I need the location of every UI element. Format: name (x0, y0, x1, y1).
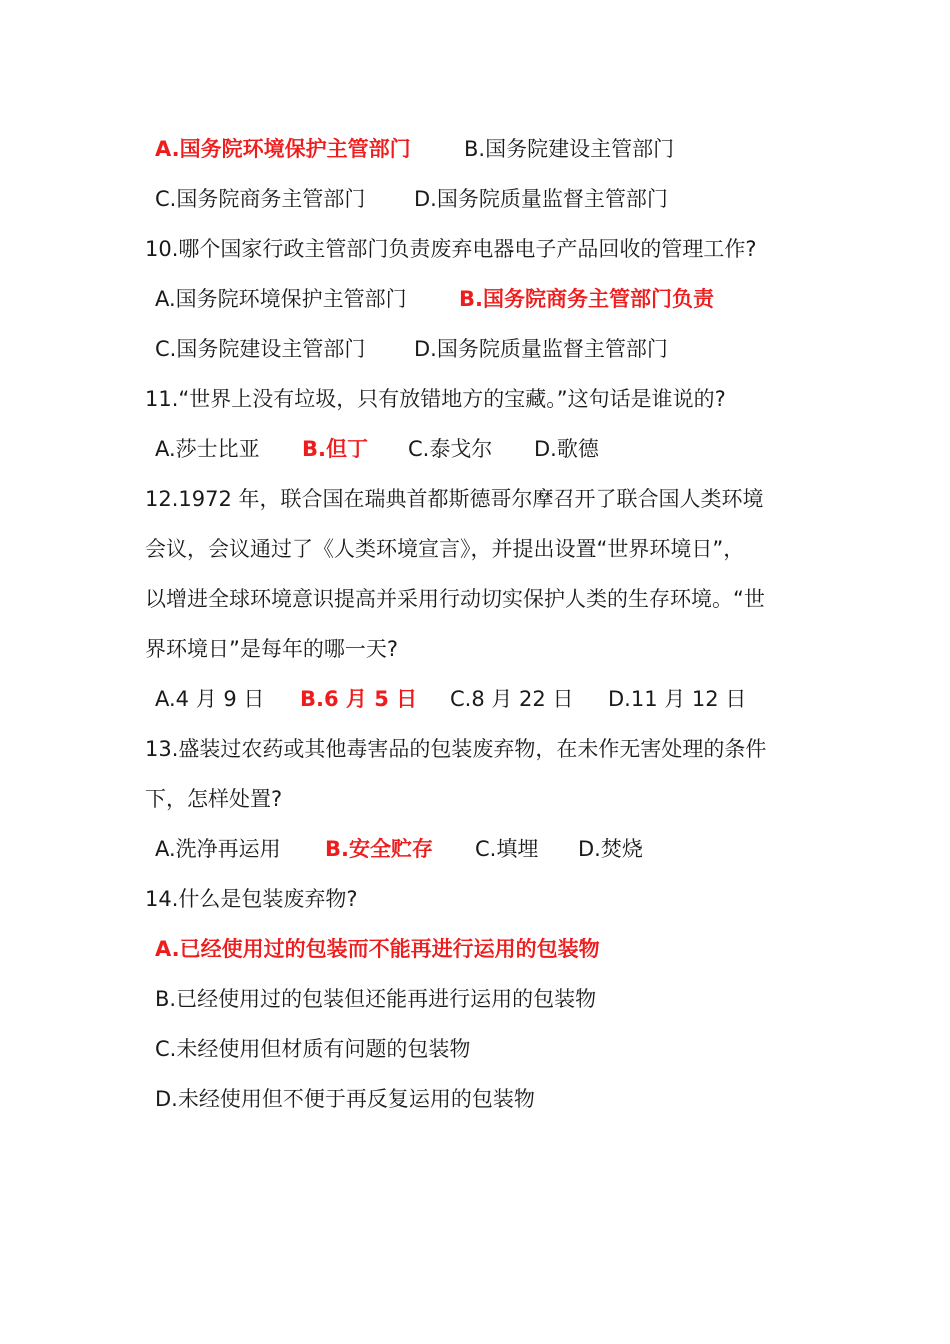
q12-option-b-answer: B.6 月 5 日 (300, 687, 418, 711)
q14-option-a-answer: A.已经使用过的包装而不能再进行运用的包装物 (155, 937, 600, 961)
q11-option-b-answer: B.但丁 (302, 437, 368, 461)
q14-question: 14.什么是包装废弃物? (145, 887, 358, 911)
q12-question-line-1: 12.1972 年，联合国在瑞典首都斯德哥尔摩召开了联合国人类环境 (145, 487, 764, 511)
q11-option-d: D.歌德 (534, 437, 599, 461)
q12-question-line-3: 以增进全球环境意识提高并采用行动切实保护人类的生存环境。“世 (145, 587, 765, 611)
q12-option-c: C.8 月 22 日 (450, 687, 574, 711)
q12-question-line-2: 会议，会议通过了《人类环境宣言》，并提出设置“世界环境日”， (145, 537, 745, 561)
q14-option-c: C.未经使用但材质有问题的包装物 (155, 1037, 471, 1061)
q14-option-b: B.已经使用过的包装但还能再进行运用的包装物 (155, 987, 597, 1011)
q9-option-a-answer: A.国务院环境保护主管部门 (155, 137, 411, 161)
q10-option-c: C.国务院建设主管部门 (155, 337, 366, 361)
q9-option-c: C.国务院商务主管部门 (155, 187, 366, 211)
q12-question-line-4: 界环境日”是每年的哪一天? (145, 637, 399, 661)
q9-option-d: D.国务院质量监督主管部门 (414, 187, 668, 211)
q13-question-line-1: 13.盛装过农药或其他毒害品的包装废弃物，在未作无害处理的条件 (145, 737, 767, 761)
q9-option-b: B.国务院建设主管部门 (464, 137, 675, 161)
q11-option-c: C.泰戈尔 (408, 437, 493, 461)
q11-option-a: A.莎士比亚 (155, 437, 260, 461)
q13-question-line-2: 下，怎样处置? (145, 787, 283, 811)
q11-question: 11.“世界上没有垃圾，只有放错地方的宝藏。”这句话是谁说的? (145, 387, 726, 411)
q13-option-b-answer: B.安全贮存 (325, 837, 433, 861)
q12-option-d: D.11 月 12 日 (608, 687, 747, 711)
q14-option-d: D.未经使用但不便于再反复运用的包装物 (155, 1087, 535, 1111)
q13-option-a: A.洗净再运用 (155, 837, 281, 861)
q10-question: 10.哪个国家行政主管部门负责废弃电器电子产品回收的管理工作? (145, 237, 757, 261)
q13-option-d: D.焚烧 (578, 837, 643, 861)
q12-option-a: A.4 月 9 日 (155, 687, 265, 711)
q10-option-b-answer: B.国务院商务主管部门负责 (459, 287, 714, 311)
q13-option-c: C.填埋 (475, 837, 539, 861)
q10-option-d: D.国务院质量监督主管部门 (414, 337, 668, 361)
q10-option-a: A.国务院环境保护主管部门 (155, 287, 407, 311)
